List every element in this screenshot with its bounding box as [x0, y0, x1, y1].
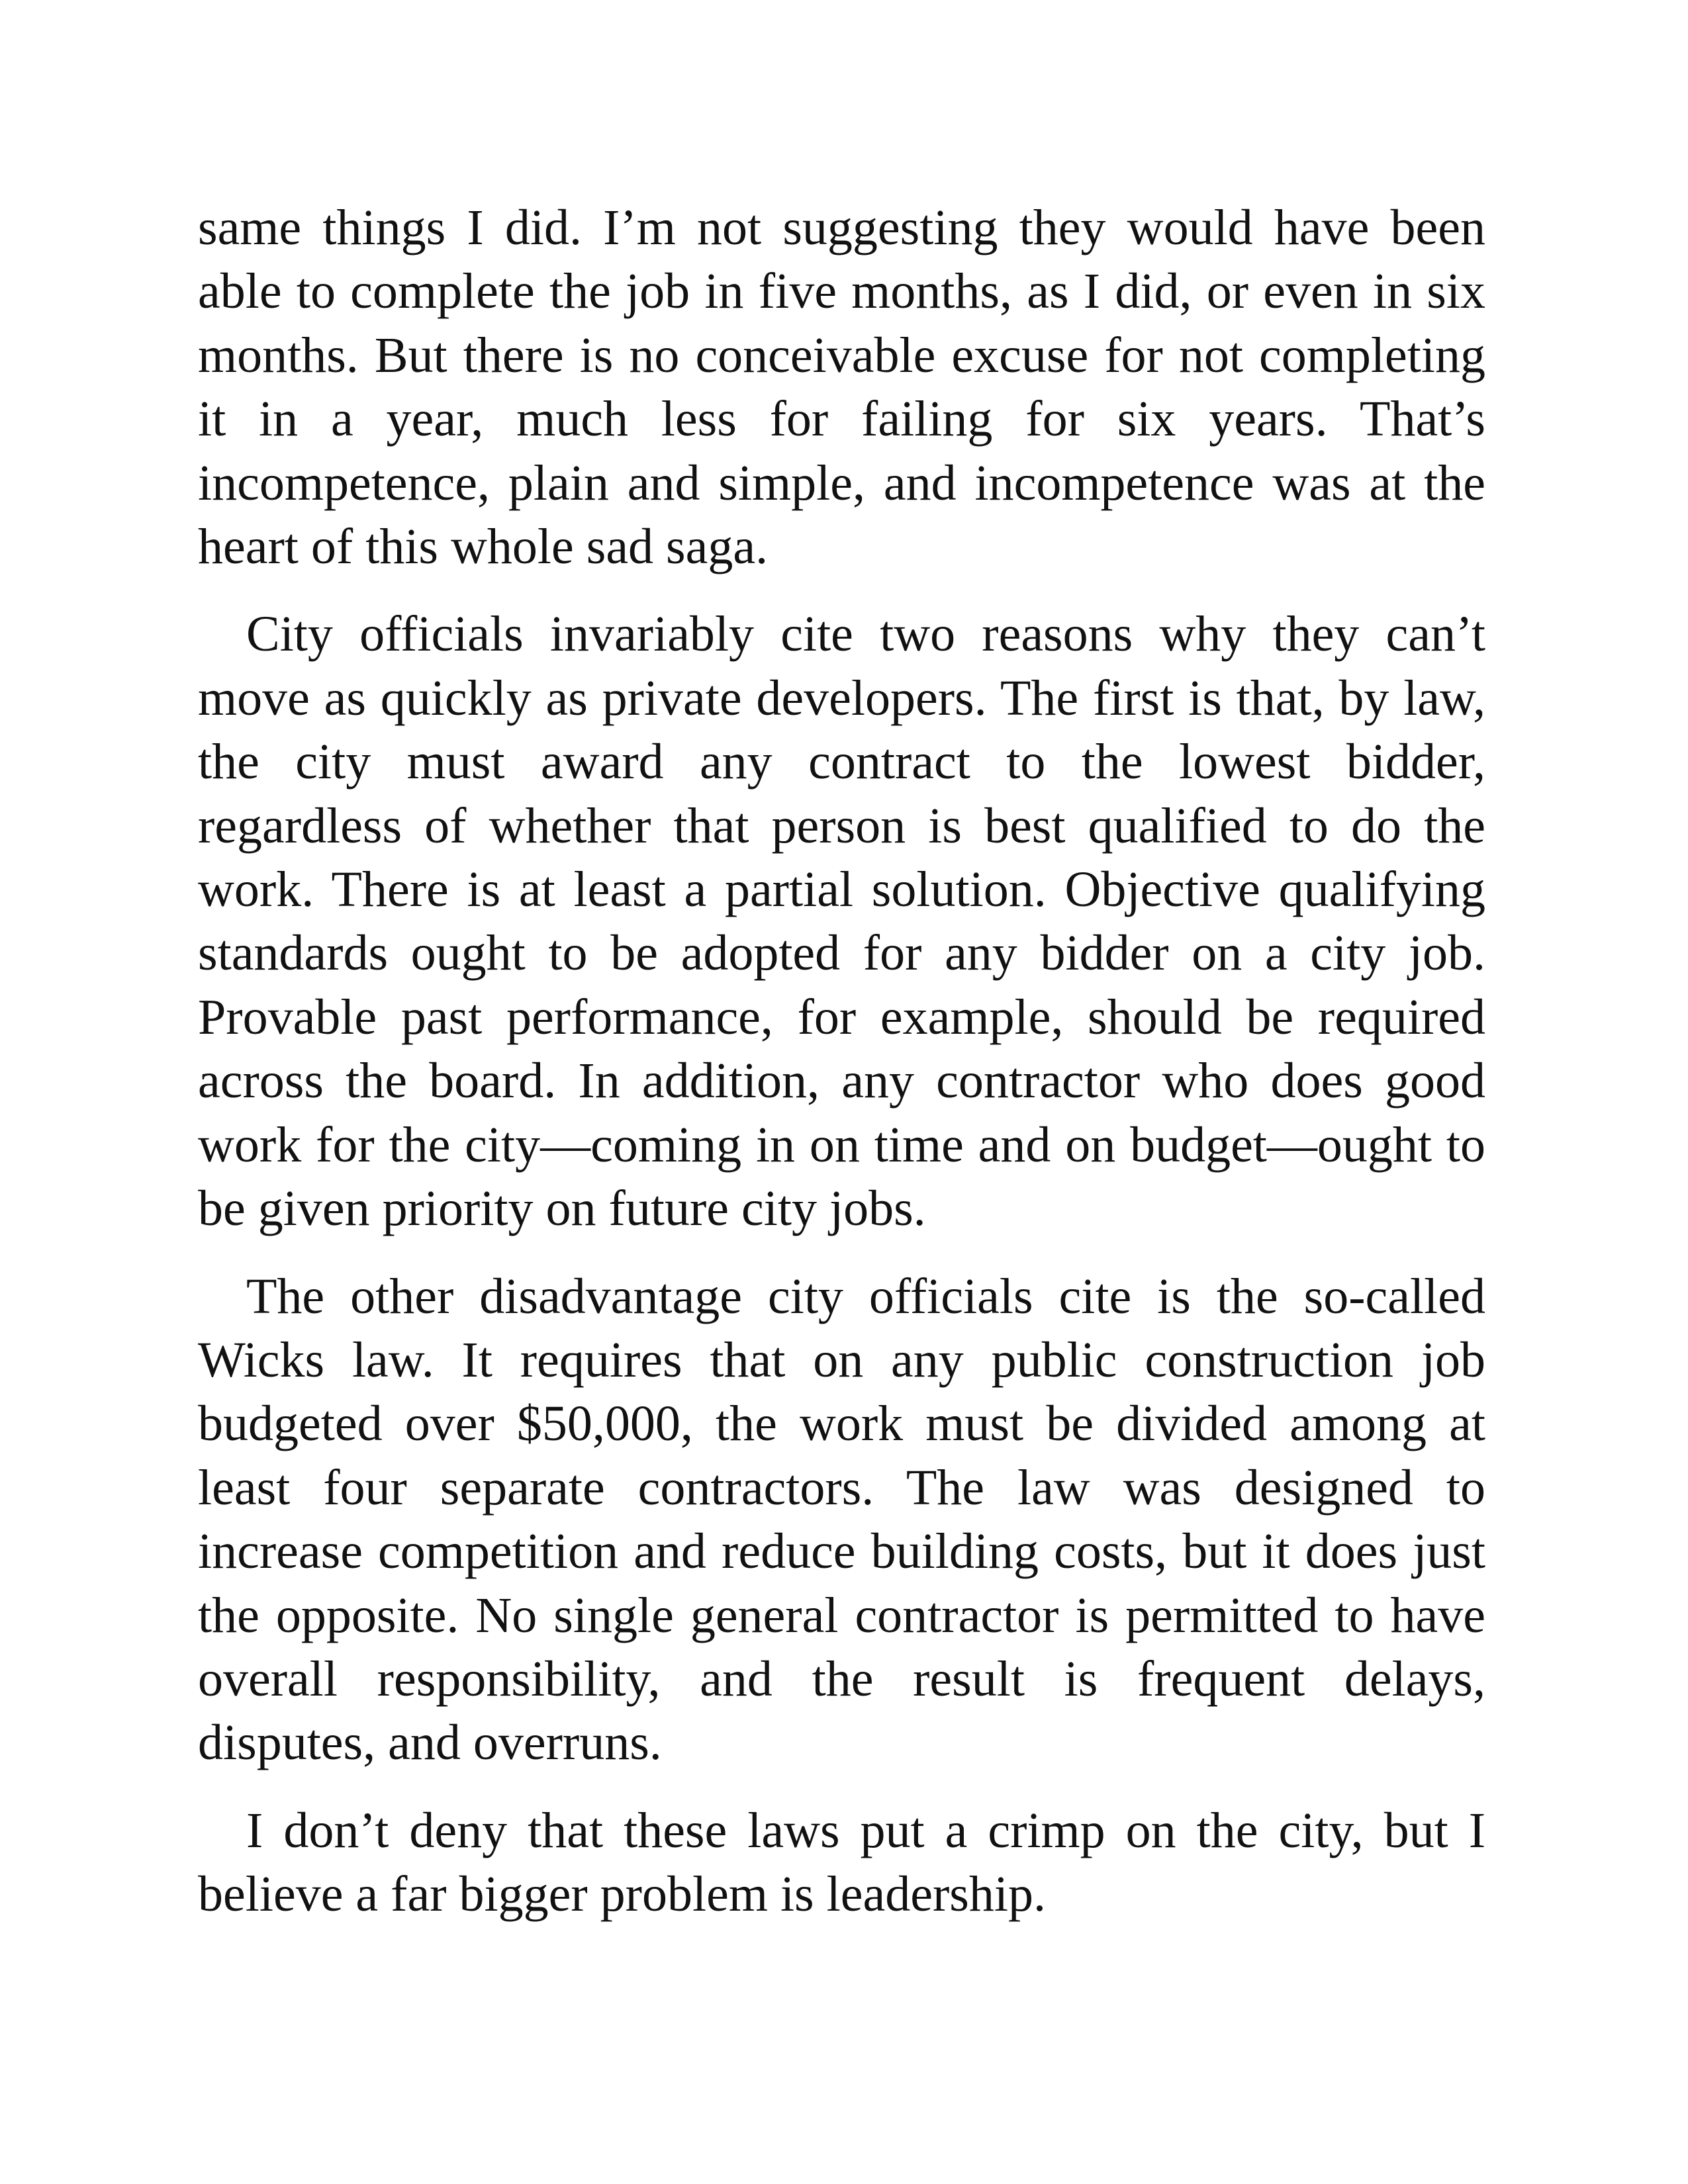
page-body	[198, 196, 1485, 1950]
paragraph-3: The other disadvantage city officials cite is the so-called Wicks law. It requires that on any public construction job budgeted over $50,000, the work must be divided among at least four separate contractors. The law was designed to increase competition and reduce building costs, but it does just the opposite. No single general contractor is permitted to have overall responsibility, and the result is frequent delays, disputes, and overruns.	[198, 1268, 1485, 1771]
paragraph-1: same things I did. I’m not suggesting they would have been able to complete the job in five months, as I did, or even in six months. But there is no conceivable excuse for not completing it in a year, much less for failing for six years. That’s incompetence, plain and simple, and incompetence was at the heart of this whole sad saga.	[198, 200, 1485, 575]
paragraph-2: City officials invariably cite two reasons why they can’t move as quickly as private developers. The first is that, by law, the city must award any contract to the lowest bidder, regardless of whether that person is best qualified to do the work. There is at least a partial solution. Objective qualifying standards ought to be adopted for any bidder on a city job. Provable past performance, for example, should be required across the board. In addition, any contractor who does good work for the city—coming in on time and on budget—ought to be given priority on future city jobs.	[198, 606, 1485, 1237]
paragraph-4: I don’t deny that these laws put a crimp on the city, but I believe a far bigger problem is leadership.	[198, 1802, 1485, 1923]
